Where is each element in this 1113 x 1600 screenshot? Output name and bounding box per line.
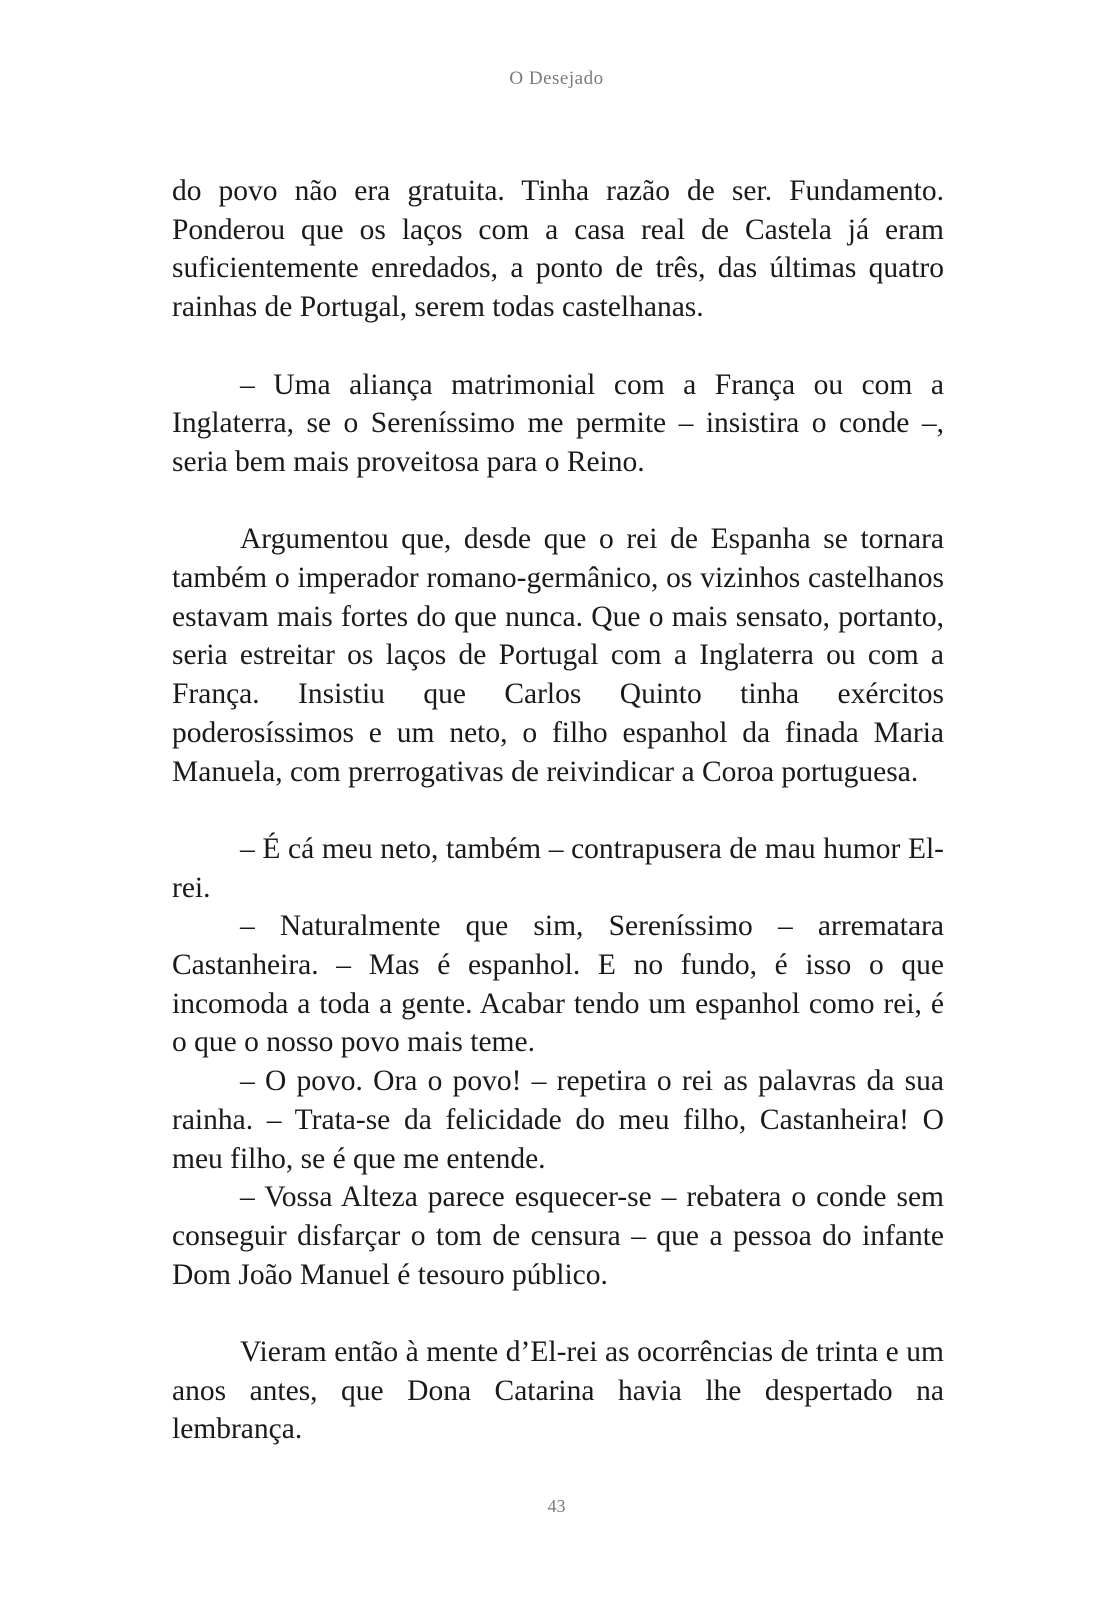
paragraph-8: Vieram então à mente d’El-rei as ocorrências de trinta e um anos antes, que Dona Catarina havia lhe despertado na lembrança. [172,1336,944,1446]
paragraph-2: – Uma aliança matrimonial com a França ou com a Inglaterra, se o Sereníssimo me permite – insistira o conde –, seria bem mais proveitosa para o Reino. [172,368,944,478]
paragraph-5: – Naturalmente que sim, Sereníssimo – arrematara Castanheira. – Mas é espanhol. E no fundo, é isso o que incomoda a toda a gente. Acabar tendo um espanhol como rei, é o que o nosso povo mais teme. [172,910,944,1059]
paragraph-4: – É cá meu neto, também – contrapusera de mau humor El-rei. [172,832,944,904]
paragraph-3: Argumentou que, desde que o rei de Espanha se tornara também o imperador romano-germânico, os vizinhos castelhanos estavam mais fortes do que nunca. Que o mais sensato, portanto, seria estreitar os laços de Portugal com a Inglaterra ou com a França. Insistiu que Carlos Quinto tinha exércitos poderosíssimos e um neto, o filho espanhol da finada Maria Manuela, com prerrogativas de reivindicar a Coroa portuguesa. [172,523,944,788]
paragraph-7: – Vossa Alteza parece esquecer-se – rebatera o conde sem conseguir disfarçar o tom de censura – que a pessoa do infante Dom João Manuel é tesouro público. [172,1181,944,1291]
page-number: 43 [547,1496,566,1516]
page-body [172,172,944,1449]
running-head-title: O Desejado [509,68,604,89]
paragraph-1: do povo não era gratuita. Tinha razão de ser. Fundamento. Ponderou que os laços com a casa real de Castela já eram suficientemente enredados, a ponto de três, das últimas quatro rainhas de Portugal, serem todas castelhanas. [172,175,944,324]
paragraph-6: – O povo. Ora o povo! – repetira o rei as palavras da sua rainha. – Trata-se da felicidade do meu filho, Castanheira! O meu filho, se é que me entende. [172,1065,944,1175]
